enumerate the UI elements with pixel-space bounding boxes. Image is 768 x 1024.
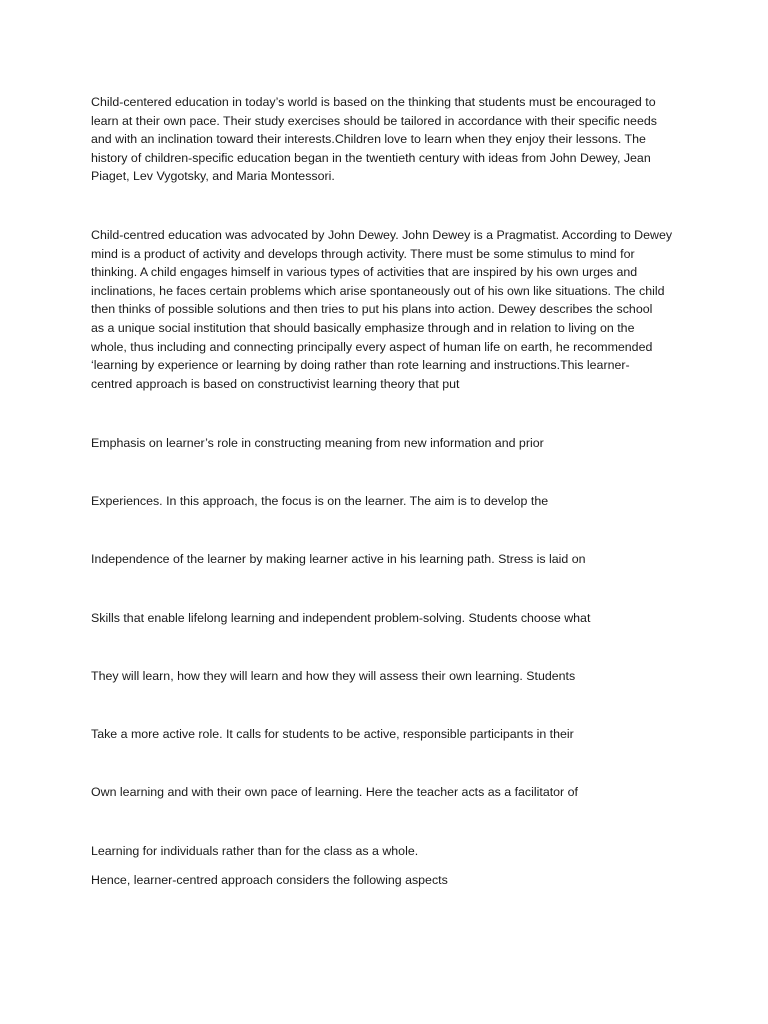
text-line: and with an inclination toward their interests.Children love to learn when they enjoy their lessons. The (91, 132, 646, 147)
paragraph-line (91, 609, 681, 628)
paragraph-line (91, 492, 681, 511)
text-line: inclinations, he faces certain problems which arise spontaneously out of his own like situations. The child (91, 283, 665, 298)
text-line: Piaget, Lev Vygotsky, and Maria Montessori. (91, 169, 335, 184)
text-line: as a unique social institution that should basically emphasize through and in relation to living on the (91, 320, 635, 335)
text-line: Hence, learner-centred approach considers the following aspects (91, 873, 448, 887)
text-line: Take a more active role. It calls for students to be active, responsible participants in their (91, 727, 574, 741)
text-line: centred approach is based on constructivist learning theory that put (91, 376, 460, 391)
text-line: mind is a product of activity and develops through activity. There must be some stimulus to mind for (91, 246, 635, 261)
paragraph-line (91, 667, 681, 686)
paragraph-line (91, 550, 681, 569)
text-line: Independence of the learner by making learner active in his learning path. Stress is laid on (91, 552, 586, 566)
paragraph-line (91, 434, 681, 453)
text-line: Own learning and with their own pace of learning. Here the teacher acts as a facilitator of (91, 785, 578, 799)
text-line: thinking. A child engages himself in various types of activities that are inspired by his own urges and (91, 265, 638, 280)
text-line: learn at their own pace. Their study exercises should be tailored in accordance with their specific needs (91, 113, 657, 128)
text-line: then thinks of possible solutions and then tries to put his plans into action. Dewey describes the school (91, 302, 653, 317)
paragraph-line (91, 871, 681, 890)
text-line: ‘learning by experience or learning by doing rather than rote learning and instructions.This learner- (91, 358, 630, 373)
text-line: whole, thus including and connecting principally every aspect of human life on earth, he recommended (91, 339, 653, 354)
text-line: Experiences. In this approach, the focus is on the learner. The aim is to develop the (91, 494, 549, 508)
text-line: history of children-specific education began in the twentieth century with ideas from John Dewey, Jean (91, 150, 651, 165)
text-line: They will learn, how they will learn and how they will assess their own learning. Students (91, 669, 576, 683)
text-line: Emphasis on learner’s role in constructing meaning from new information and prior (91, 436, 544, 450)
paragraph-line (91, 783, 681, 802)
paragraph-line (91, 842, 681, 861)
paragraph-john-dewey (91, 226, 681, 393)
text-line: Child-centered education in today’s world is based on the thinking that students must be encouraged to (91, 95, 656, 109)
text-line: Child-centred education was advocated by John Dewey. John Dewey is a Pragmatist. According to Dewey (91, 228, 673, 242)
text-line: Skills that enable lifelong learning and independent problem-solving. Students choose what (91, 611, 591, 625)
paragraph-line (91, 725, 681, 744)
text-line: Learning for individuals rather than for the class as a whole. (91, 844, 419, 858)
paragraph-child-centered-education (91, 93, 681, 186)
